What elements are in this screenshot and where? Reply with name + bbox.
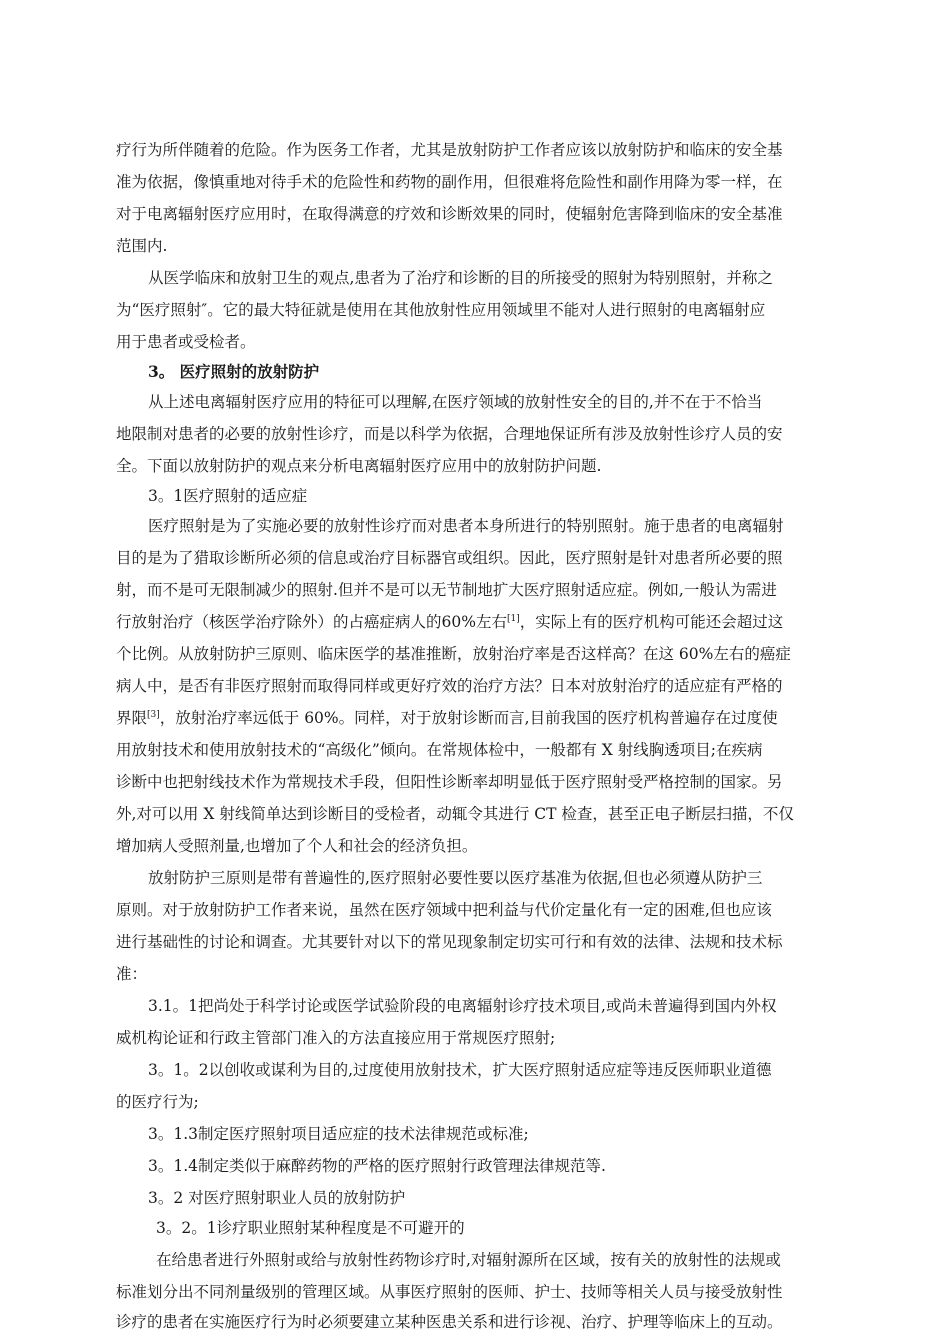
text-line: 放射防护三原则是带有普遍性的,医疗照射必要性要以医疗基准为依据,但也必须遵从防护三 bbox=[148, 869, 763, 887]
subsection-heading: 3。2。1诊疗职业照射某种程度是不可避开的 bbox=[156, 1219, 465, 1237]
citation-ref: [1] bbox=[506, 614, 520, 624]
text-line: 目的是为了猎取诊断所必须的信息或治疗目标器官或组织。因此，医疗照射是针对患者所必要的照 bbox=[116, 549, 783, 567]
text-line: 3。1。2以创收或谋利为目的,过度使用放射技术，扩大医疗照射适应症等违反医师职业道德 bbox=[148, 1061, 772, 1079]
text-line: 的医疗行为; bbox=[116, 1093, 199, 1111]
text-segment: 行放射治疗（核医学治疗除外）的占癌症病人的60%左右 bbox=[116, 613, 507, 631]
text-line: 诊疗的患者在实施医疗行为时必须要建立某种医患关系和进行诊视、治疗、护理等临床上的互动。 bbox=[116, 1313, 783, 1331]
text-line: 诊断中也把射线技术作为常规技术手段，但阳性诊断率却明显低于医疗照射受严格控制的国家。另 bbox=[116, 773, 783, 791]
text-line: 外,对可以用 X 射线简单达到诊断目的受检者，动辄令其进行 CT 检查，甚至正电子断层扫描，不仅 bbox=[116, 805, 794, 823]
text-line: 病人中，是否有非医疗照射而取得同样或更好疗效的治疗方法？日本对放射治疗的适应症有严格的 bbox=[116, 677, 783, 695]
text-line: 对于电离辐射医疗应用时，在取得满意的疗效和诊断效果的同时，使辐射危害降到临床的安全基准 bbox=[116, 205, 783, 223]
text-line: 准为依据，像慎重地对待手术的危险性和药物的副作用，但很难将危险性和副作用降为零一样，在 bbox=[116, 173, 783, 191]
text-line: 增加病人受照剂量,也增加了个人和社会的经济负担。 bbox=[116, 837, 478, 855]
text-line bbox=[116, 612, 783, 632]
text-line: 医疗照射是为了实施必要的放射性诊疗而对患者本身所进行的特别照射。施于患者的电离辐射 bbox=[148, 517, 784, 535]
text-line: 疗行为所伴随着的危险。作为医务工作者，尤其是放射防护工作者应该以放射防护和临床的安全基 bbox=[116, 141, 783, 159]
text-segment: 界限 bbox=[116, 709, 148, 727]
text-line bbox=[116, 708, 778, 728]
text-line: 射，而不是可无限制减少的照射.但并不是可以无节制地扩大医疗照射适应症。例如,一般认为需进 bbox=[116, 581, 777, 599]
text-line: 从上述电离辐射医疗应用的特征可以理解,在医疗领域的放射性安全的目的,并不在于不恰当 bbox=[148, 393, 763, 411]
text-line: 用于患者或受检者。 bbox=[116, 333, 256, 351]
text-line: 地限制对患者的必要的放射性诊疗，而是以科学为依据，合理地保证所有涉及放射性诊疗人员的安 bbox=[116, 425, 783, 443]
text-line: 原则。对于放射防护工作者来说，虽然在医疗领域中把利益与代价定量化有一定的困难,但也应该 bbox=[116, 901, 772, 919]
text-line: 准： bbox=[116, 965, 148, 983]
text-line: 3。1.3制定医疗照射项目适应症的技术法律规范或标准; bbox=[148, 1125, 529, 1143]
text-line: 在给患者进行外照射或给与放射性药物诊疗时,对辐射源所在区域，按有关的放射性的法规或 bbox=[156, 1251, 781, 1269]
text-line: 全。下面以放射防护的观点来分析电离辐射医疗应用中的放射防护问题. bbox=[116, 457, 602, 475]
text-line: 威机构论证和行政主管部门准入的方法直接应用于常规医疗照射; bbox=[116, 1029, 556, 1047]
text-line: 为“医疗照射″。它的最大特征就是使用在其他放射性应用领域里不能对人进行照射的电离辐射应 bbox=[116, 301, 766, 319]
subsection-heading: 3。1医疗照射的适应症 bbox=[148, 487, 308, 505]
text-line: 3。1.4制定类似于麻醉药物的严格的医疗照射行政管理法律规范等. bbox=[148, 1157, 606, 1175]
text-line: 范围内. bbox=[116, 237, 168, 255]
text-line: 3.1。1把尚处于科学讨论或医学试验阶段的电离辐射诊疗技术项目,或尚未普遍得到国内外权 bbox=[148, 997, 777, 1015]
subsection-heading: 3。2 对医疗照射职业人员的放射防护 bbox=[148, 1189, 406, 1207]
text-line: 个比例。从放射防护三原则、临床医学的基准推断，放射治疗率是否这样高？在这 60%左右的癌症 bbox=[116, 645, 791, 663]
text-line: 标准划分出不同剂量级别的管理区域。从事医疗照射的医师、护士、技师等相关人员与接受放射性 bbox=[116, 1283, 783, 1301]
citation-ref: [3] bbox=[147, 710, 160, 720]
text-segment: ，实际上有的医疗机构可能还会超过这 bbox=[519, 613, 784, 631]
text-line: 用放射技术和使用放射技术的“高级化”倾向。在常规体检中，一般都有 X 射线胸透项目;在疾病 bbox=[116, 741, 763, 759]
section-heading: 3。 医疗照射的放射防护 bbox=[148, 362, 320, 381]
text-line: 从医学临床和放射卫生的观点,患者为了治疗和诊断的目的所接受的照射为特别照射，并称之 bbox=[148, 269, 773, 287]
text-line: 进行基础性的讨论和调查。尤其要针对以下的常见现象制定切实可行和有效的法律、法规和技术标 bbox=[116, 933, 783, 951]
text-segment: ，放射治疗率远低于 60%。同样，对于放射诊断而言,目前我国的医疗机构普遍存在过度使 bbox=[159, 709, 778, 727]
